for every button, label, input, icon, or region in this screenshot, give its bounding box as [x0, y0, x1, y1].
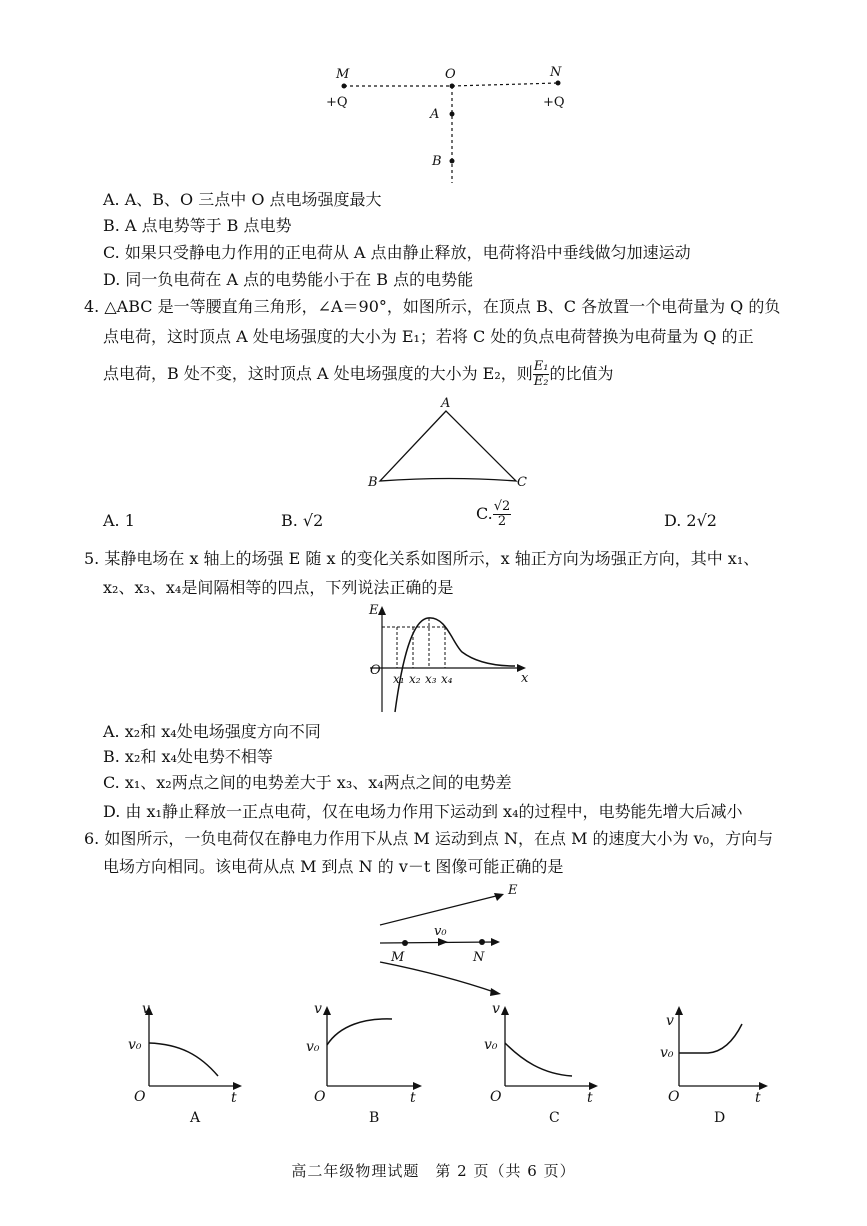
q6-graph-a-letter: A	[190, 1110, 201, 1126]
q5-option-a: A. x₂和 x₄处电场强度方向不同	[103, 722, 321, 741]
q6-graph-a-label-O: O	[134, 1089, 146, 1105]
q4-option-d: D. 2√2	[664, 511, 717, 530]
q4-ratio-den: E₂	[533, 374, 549, 389]
q3-option-a: A. A、B、O 三点中 O 点电场强度最大	[103, 190, 382, 209]
q6-graph-c-v-arrow	[501, 1006, 509, 1015]
q4-label-C: C	[517, 475, 527, 490]
q4-label-A: A	[441, 396, 451, 411]
q6-label-M: M	[391, 950, 405, 965]
q6-graph-b-letter: B	[369, 1110, 380, 1126]
q3-label-A: A	[430, 107, 440, 122]
q6-graph-b-label-v: v	[314, 1001, 322, 1017]
q5-tick-x2: x₂	[409, 672, 421, 686]
q6-graph-b-label-v0: v₀	[306, 1039, 320, 1055]
q6-graph-c-label-t: t	[587, 1090, 593, 1106]
q6-label-v0: v₀	[434, 924, 447, 939]
q6-graph-c	[501, 1006, 598, 1090]
q3-option-b: B. A 点电势等于 B 点电势	[103, 216, 292, 235]
q6-graph-b-v-arrow	[323, 1006, 331, 1015]
q6-graph-c-t-arrow	[589, 1082, 598, 1090]
q6-graph-b-curve	[327, 1019, 392, 1045]
q6-label-E: E	[508, 883, 518, 898]
q3-label-N: N	[550, 65, 562, 80]
q6-graph-a-label-v: v	[142, 1001, 150, 1017]
q5-tick-x1: x₁	[393, 672, 405, 686]
q6-graph-b	[323, 1006, 422, 1090]
q6-graph-d-t-arrow	[759, 1082, 768, 1090]
q6-graph-c-label-O: O	[490, 1089, 502, 1105]
q6-graph-b-t-arrow	[413, 1082, 422, 1090]
q4-option-b: B. √2	[281, 511, 324, 530]
q6-graph-a	[145, 1006, 242, 1090]
q4-option-c-den: 2	[497, 514, 507, 529]
q6-label-N: N	[473, 950, 485, 965]
q5-option-c: C. x₁、x₂两点之间的电势差大于 x₃、x₄两点之间的电势差	[103, 773, 512, 792]
q4-label-B: B	[368, 475, 378, 490]
q6-graph-c-curve	[505, 1043, 572, 1076]
q6-graph-d-label-O: O	[668, 1089, 680, 1105]
q5-label-O: O	[370, 663, 381, 678]
q4-ratio-num: E₁	[533, 359, 549, 374]
q5-option-d: D. 由 x₁静止释放一正点电荷，仅在电场力作用下运动到 x₄的过程中，电势能先增大后减小	[103, 802, 743, 821]
q5-label-E: E	[369, 603, 379, 618]
q4-stem-line2: 点电荷，这时顶点 A 处电场强度的大小为 E₁；若将 C 处的负点电荷替换为电荷量为 Q 的正	[103, 327, 754, 346]
q6-graph-d	[675, 1006, 768, 1090]
q6-stem-line2: 电场方向相同。该电荷从点 M 到点 N 的 v－t 图像可能正确的是	[103, 857, 564, 876]
q3-label-O: O	[445, 67, 456, 82]
q6-graph-b-label-O: O	[314, 1089, 326, 1105]
q4-stem-line3b: 的比值为	[549, 364, 614, 383]
q5-label-x: x	[521, 671, 529, 686]
q6-graph-d-label-v0: v₀	[660, 1045, 674, 1061]
q3-option-c: C. 如果只受静电力作用的正电荷从 A 点由静止释放，电荷将沿中垂线做匀加速运动	[103, 243, 691, 262]
q6-graph-c-label-v0: v₀	[484, 1037, 498, 1053]
q3-label-M: M	[336, 67, 350, 82]
q3-label-qM: +Q	[326, 95, 348, 110]
q6-graph-a-label-t: t	[231, 1090, 237, 1106]
q4-stem-line3a: 点电荷，B 处不变，这时顶点 A 处电场强度的大小为 E₂，则	[103, 364, 533, 383]
q5-tick-x3: x₃	[425, 672, 437, 686]
page-footer: 高二年级物理试题 第 2 页（共 6 页）	[291, 1162, 576, 1180]
q6-graph-a-label-v0: v₀	[128, 1037, 142, 1053]
q6-graph-c-letter: C	[549, 1110, 560, 1126]
q6-stem-line1: 6. 如图所示，一负电荷仅在静电力作用下从点 M 运动到点 N，在点 M 的速度大小为 v₀，方向与	[84, 829, 774, 848]
q5-tick-x4: x₄	[441, 672, 453, 686]
q6-graph-c-label-v: v	[492, 1001, 500, 1017]
q5-option-b: B. x₂和 x₄处电势不相等	[103, 747, 273, 766]
q6-graph-a-curve	[149, 1043, 218, 1076]
q6-graph-b-label-t: t	[410, 1090, 416, 1106]
q4-stem-line1: 4. △ABC 是一等腰直角三角形，∠A＝90°，如图所示，在顶点 B、C 各放置一个电荷量为 Q 的负	[84, 297, 781, 316]
q3-option-d: D. 同一负电荷在 A 点的电势能小于在 B 点的电势能	[103, 270, 474, 289]
q6-graph-d-curve	[679, 1024, 742, 1053]
q3-label-B: B	[432, 154, 442, 169]
q6-graph-d-label-t: t	[755, 1090, 761, 1106]
q6-graph-a-t-arrow	[233, 1082, 242, 1090]
q4-option-c-num: √2	[493, 499, 511, 514]
q4-option-c-prefix: C.	[476, 504, 493, 523]
q5-stem-line1: 5. 某静电场在 x 轴上的场强 E 随 x 的变化关系如图所示，x 轴正方向为场强正方向，其中 x₁、	[84, 549, 760, 568]
q6-graph-d-letter: D	[714, 1110, 726, 1126]
q6-graph-d-label-v: v	[666, 1013, 674, 1029]
q6-graph-d-v-arrow	[675, 1006, 683, 1015]
q3-label-qN: +Q	[543, 95, 565, 110]
q5-stem-line2: x₂、x₃、x₄是间隔相等的四点，下列说法正确的是	[103, 578, 454, 597]
q4-option-a: A. 1	[103, 511, 135, 530]
